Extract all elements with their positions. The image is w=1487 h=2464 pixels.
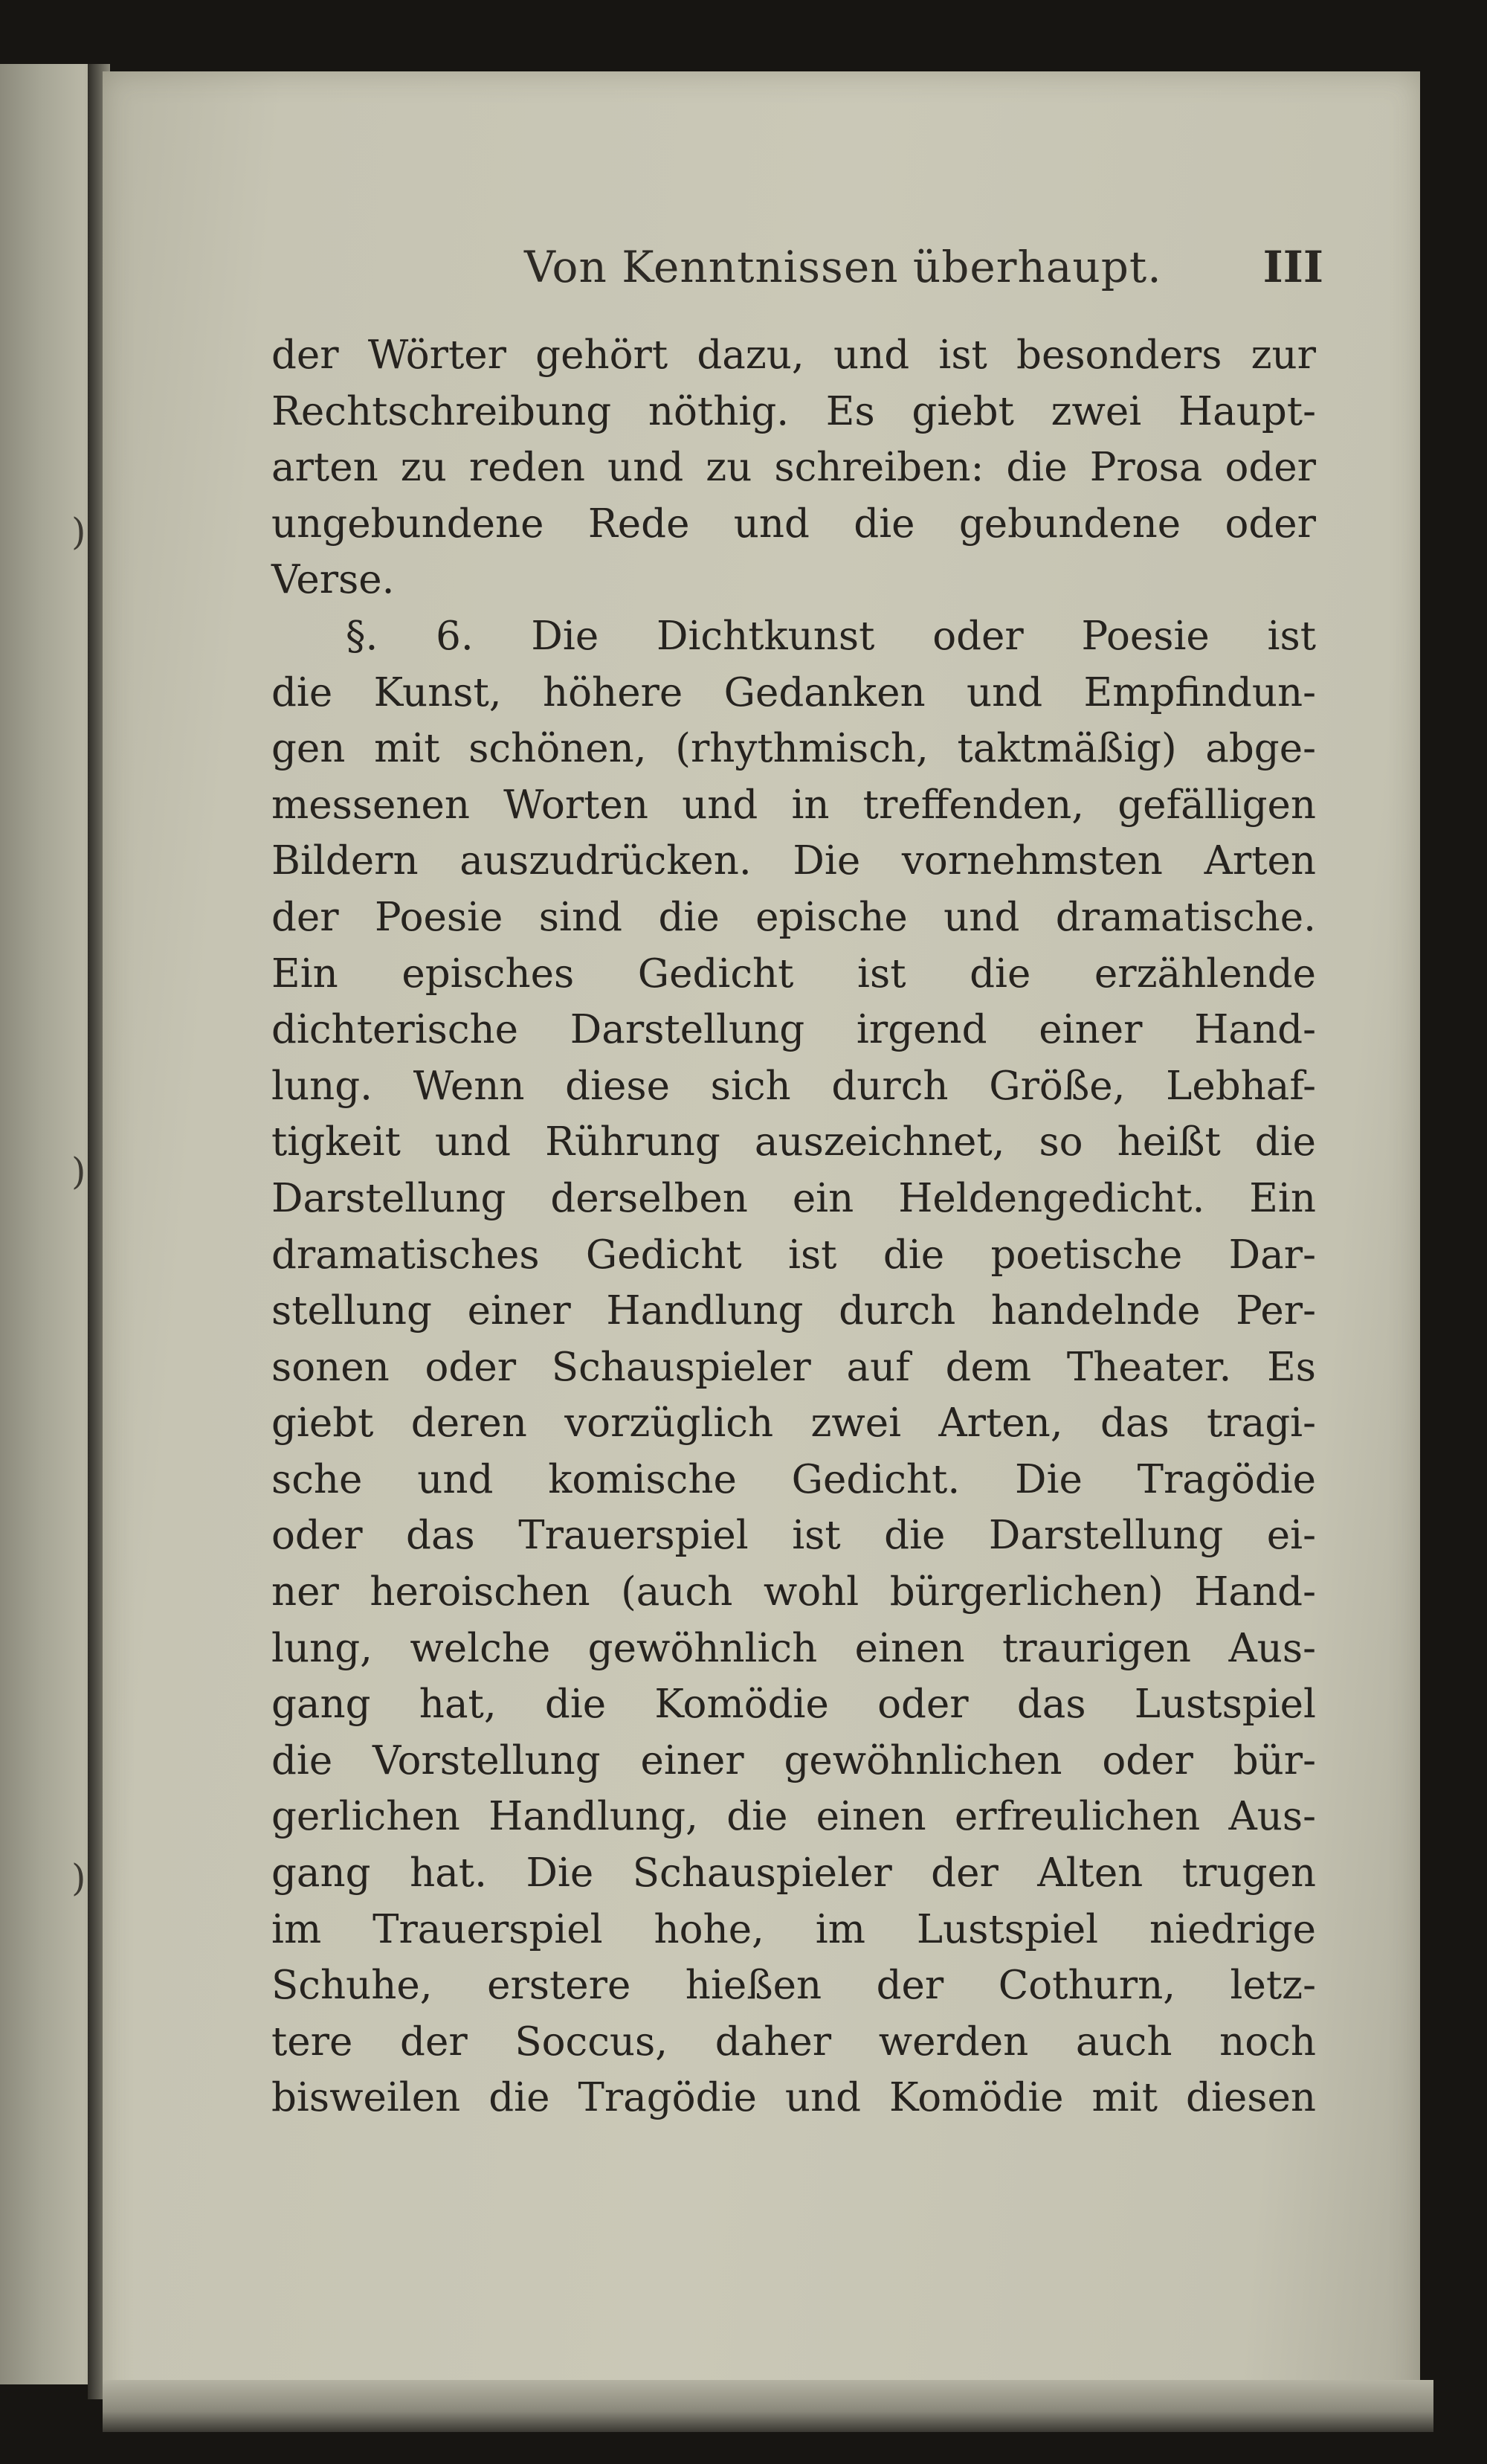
text-line: sche und komische Gedicht. Die Tragödie bbox=[271, 1456, 1316, 1502]
sewing-thread-mark: ) bbox=[71, 1856, 86, 1900]
text-line: dichterische Darstellung irgend einer Hand- bbox=[271, 1007, 1316, 1053]
text-line: Bildern auszudrücken. Die vornehmsten Arten bbox=[271, 838, 1316, 884]
text-line: tigkeit und Rührung auszeichnet, so heißt die bbox=[271, 1119, 1316, 1165]
page-bottom-edge bbox=[103, 2380, 1433, 2432]
body-text bbox=[271, 327, 1316, 2126]
running-head: Von Kenntnissen überhaupt. bbox=[524, 242, 1162, 292]
text-line: gen mit schönen, (rhythmisch, taktmäßig) abge- bbox=[271, 726, 1316, 772]
text-line: giebt deren vorzüglich zwei Arten, das tragi- bbox=[271, 1400, 1316, 1447]
text-line: Darstellung derselben ein Heldengedicht. Ein bbox=[271, 1175, 1316, 1221]
text-line: der Wörter gehört dazu, und ist besonders zur bbox=[271, 332, 1316, 378]
text-line: Verse. bbox=[271, 557, 395, 603]
text-line: dramatisches Gedicht ist die poetische Dar- bbox=[271, 1232, 1316, 1278]
text-line: gerlichen Handlung, die einen erfreulichen Aus- bbox=[271, 1794, 1316, 1840]
text-line: messenen Worten und in treffenden, gefälligen bbox=[271, 782, 1316, 828]
text-line: bisweilen die Tragödie und Komödie mit diesen bbox=[271, 2075, 1316, 2121]
sewing-thread-mark: ) bbox=[71, 1150, 86, 1193]
text-line: die Kunst, höhere Gedanken und Empfindun- bbox=[271, 669, 1316, 715]
page-header bbox=[268, 242, 1323, 309]
text-line: arten zu reden und zu schreiben: die Prosa oder bbox=[271, 445, 1316, 491]
text-line: stellung einer Handlung durch handelnde Per- bbox=[271, 1288, 1316, 1334]
page-number: III bbox=[1262, 242, 1323, 292]
text-line: sonen oder Schauspieler auf dem Theater. Es bbox=[271, 1344, 1316, 1390]
text-line: im Trauerspiel hohe, im Lustspiel niedrige bbox=[271, 1906, 1316, 1952]
text-line: oder das Trauerspiel ist die Darstellung ei- bbox=[271, 1513, 1316, 1559]
text-line: ungebundene Rede und die gebundene oder bbox=[271, 501, 1316, 547]
text-line: die Vorstellung einer gewöhnlichen oder bür- bbox=[271, 1737, 1316, 1783]
text-line: ner heroischen (auch wohl bürgerlichen) Hand- bbox=[271, 1569, 1316, 1615]
text-line: Ein episches Gedicht ist die erzählende bbox=[271, 950, 1316, 997]
text-line: Schuhe, erstere hießen der Cothurn, letz- bbox=[271, 1963, 1316, 2009]
text-line: lung, welche gewöhnlich einen traurigen Aus- bbox=[271, 1625, 1316, 1671]
text-line: der Poesie sind die epische und dramatische. bbox=[271, 894, 1316, 940]
text-line: gang hat. Die Schauspieler der Alten trugen bbox=[271, 1850, 1316, 1897]
text-line: Rechtschreibung nöthig. Es giebt zwei Haupt- bbox=[271, 388, 1316, 434]
section-heading-line: §. 6. Die Dichtkunst oder Poesie ist bbox=[346, 613, 1316, 659]
text-line: tere der Soccus, daher werden auch noch bbox=[271, 2019, 1316, 2065]
sewing-thread-mark: ) bbox=[71, 510, 86, 553]
text-line: lung. Wenn diese sich durch Größe, Lebhaf- bbox=[271, 1063, 1316, 1109]
text-line: gang hat, die Komödie oder das Lustspiel bbox=[271, 1682, 1316, 1728]
